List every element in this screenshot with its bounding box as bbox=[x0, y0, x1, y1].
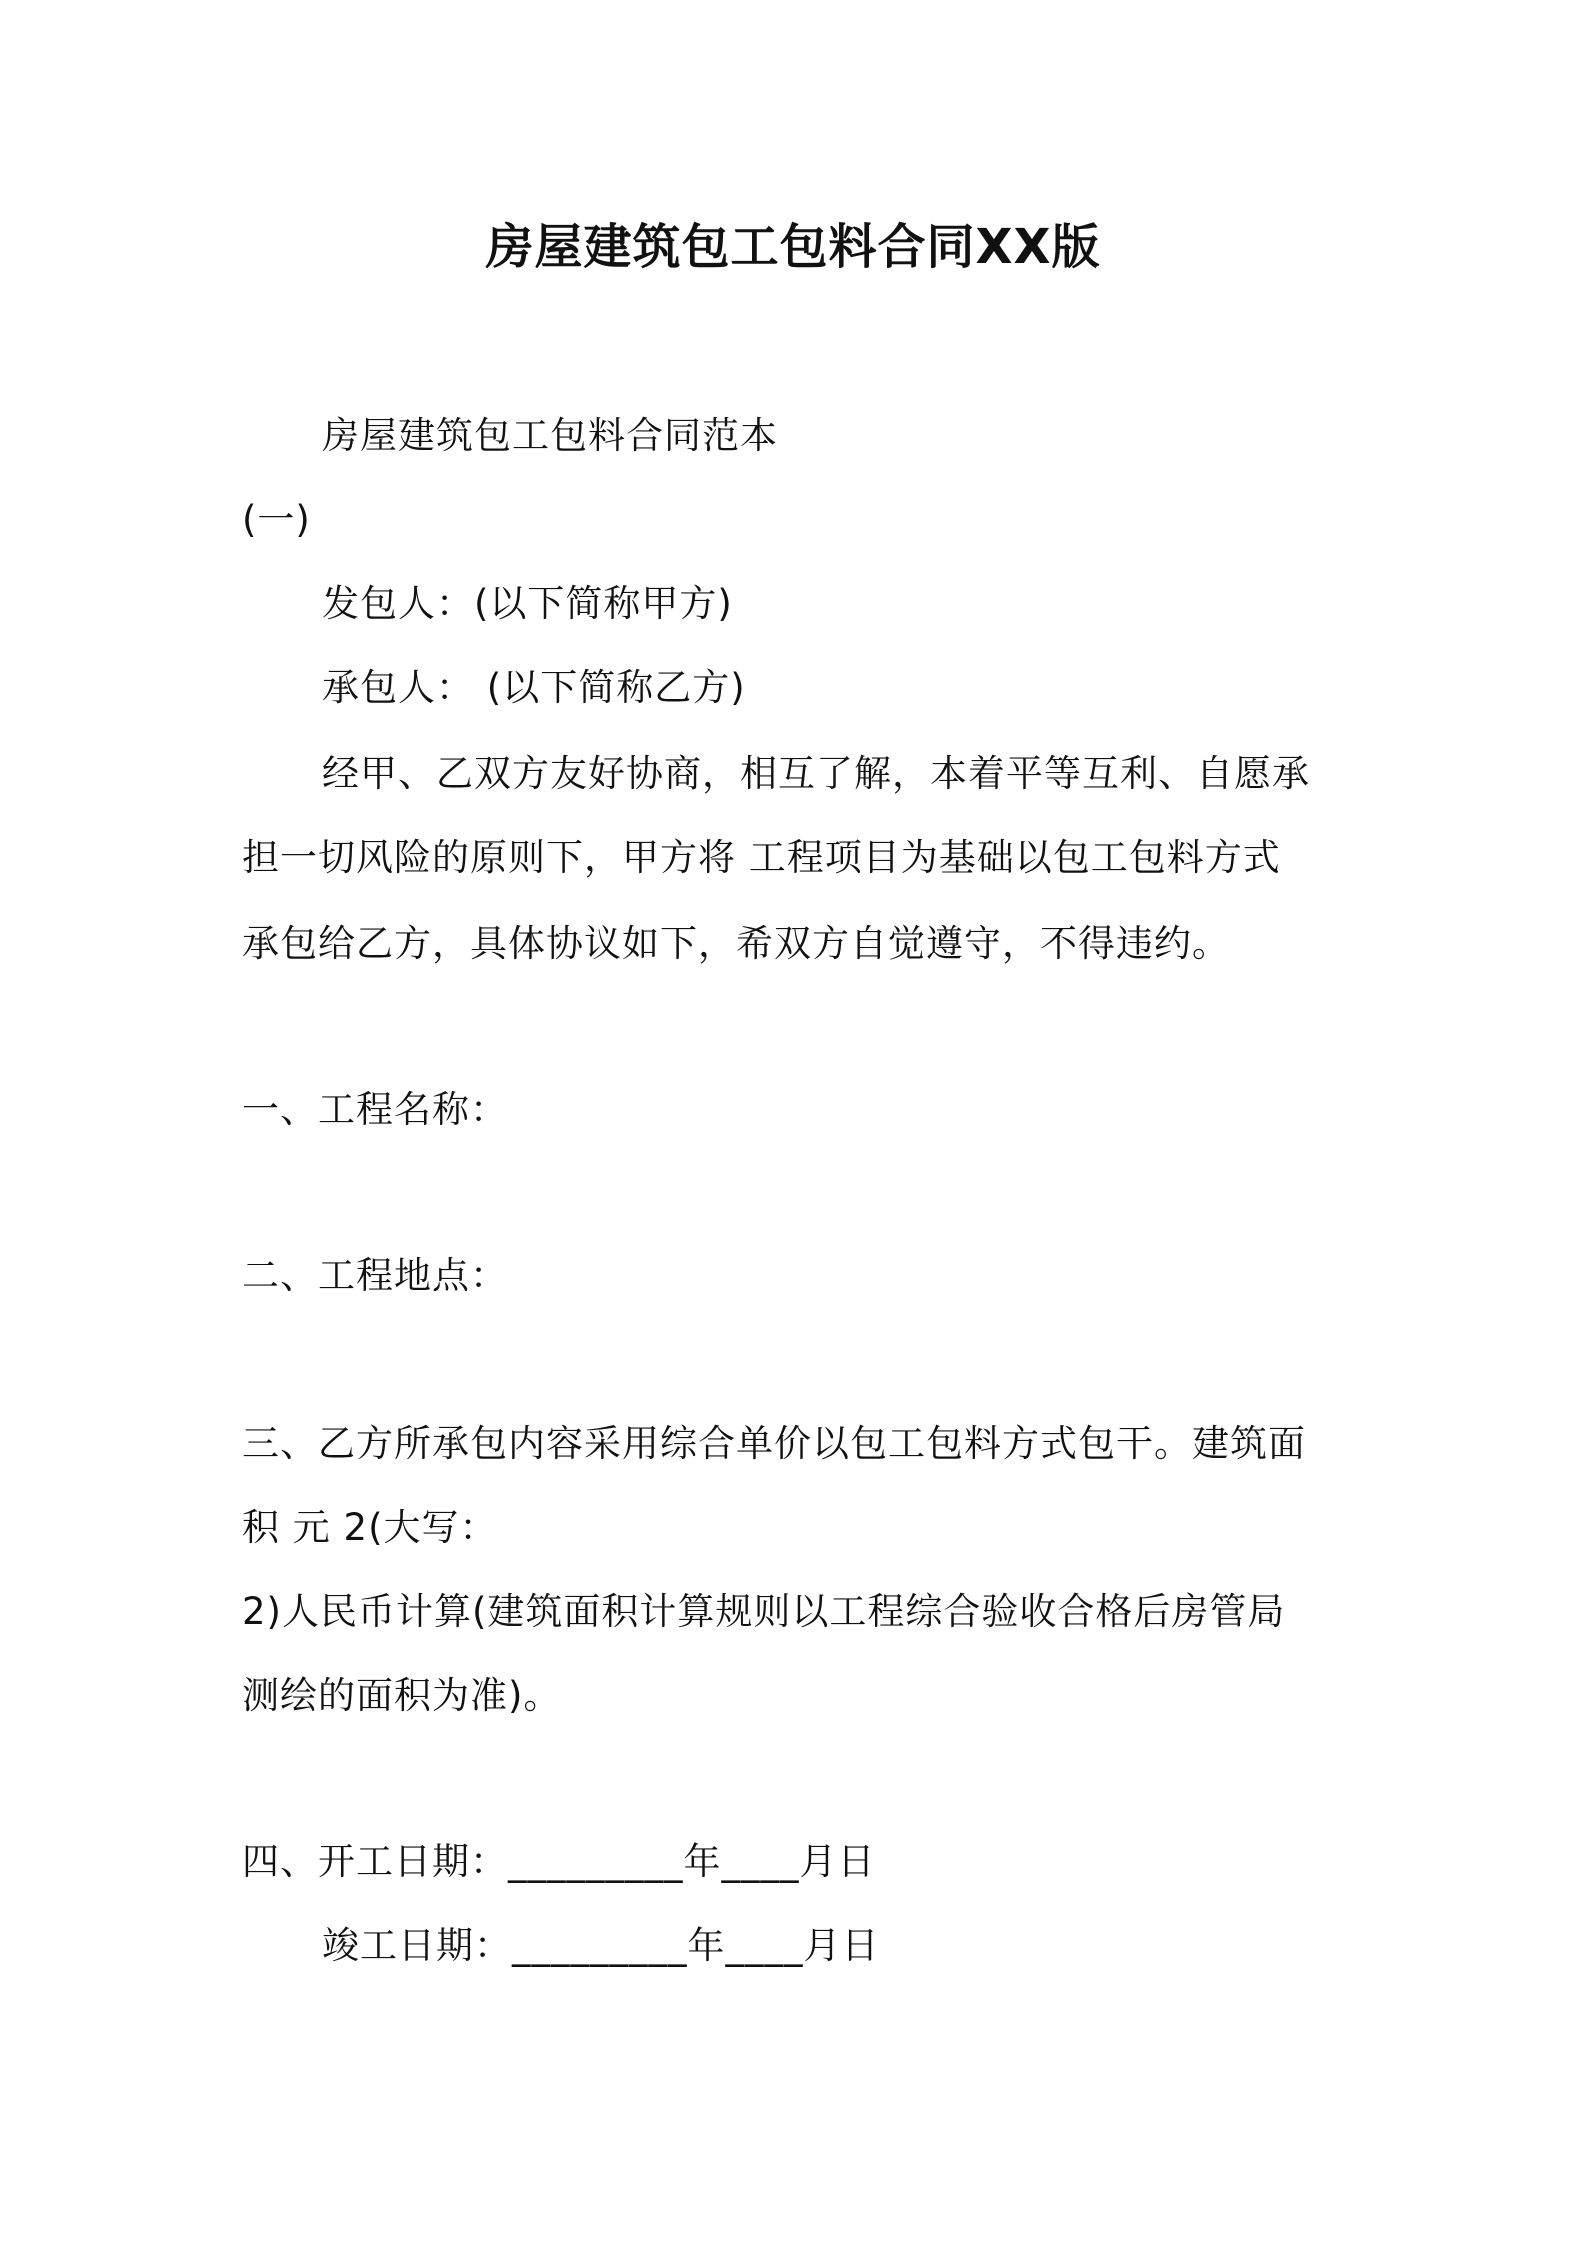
intro-line-2: 担一切风险的原则下，甲方将 工程项目为基础以包工包料方式 bbox=[242, 836, 1281, 879]
intro-line-1: 经甲、乙双方友好协商，相互了解，本着平等互利、自愿承 bbox=[322, 752, 1310, 795]
document-subtitle: 房屋建筑包工包料合同范本 bbox=[322, 414, 778, 457]
document-title: 房屋建筑包工包料合同XX版 bbox=[485, 219, 1101, 275]
section-marker: (一) bbox=[242, 498, 311, 541]
item-pricing-line-1: 三、乙方所承包内容采用综合单价以包工包料方式包干。建筑面 bbox=[242, 1422, 1306, 1465]
item-pricing-line-2: 积 元 2(大写： bbox=[242, 1506, 498, 1549]
item-completion-date: 竣工日期：_________年____月日 bbox=[322, 1924, 880, 1967]
item-pricing-line-3: 2)人民币计算(建筑面积计算规则以工程综合验收合格后房管局 bbox=[242, 1590, 1286, 1633]
intro-line-3: 承包给乙方，具体协议如下，希双方自觉遵守，不得违约。 bbox=[242, 922, 1230, 965]
item-pricing-line-4: 测绘的面积为准)。 bbox=[242, 1674, 562, 1717]
party-a-line: 发包人：(以下简称甲方) bbox=[322, 582, 733, 625]
item-start-date: 四、开工日期：_________年____月日 bbox=[242, 1840, 876, 1883]
item-project-location: 二、工程地点： bbox=[242, 1254, 508, 1297]
party-b-line: 承包人： (以下简称乙方) bbox=[322, 666, 746, 709]
item-project-name: 一、工程名称： bbox=[242, 1088, 508, 1131]
